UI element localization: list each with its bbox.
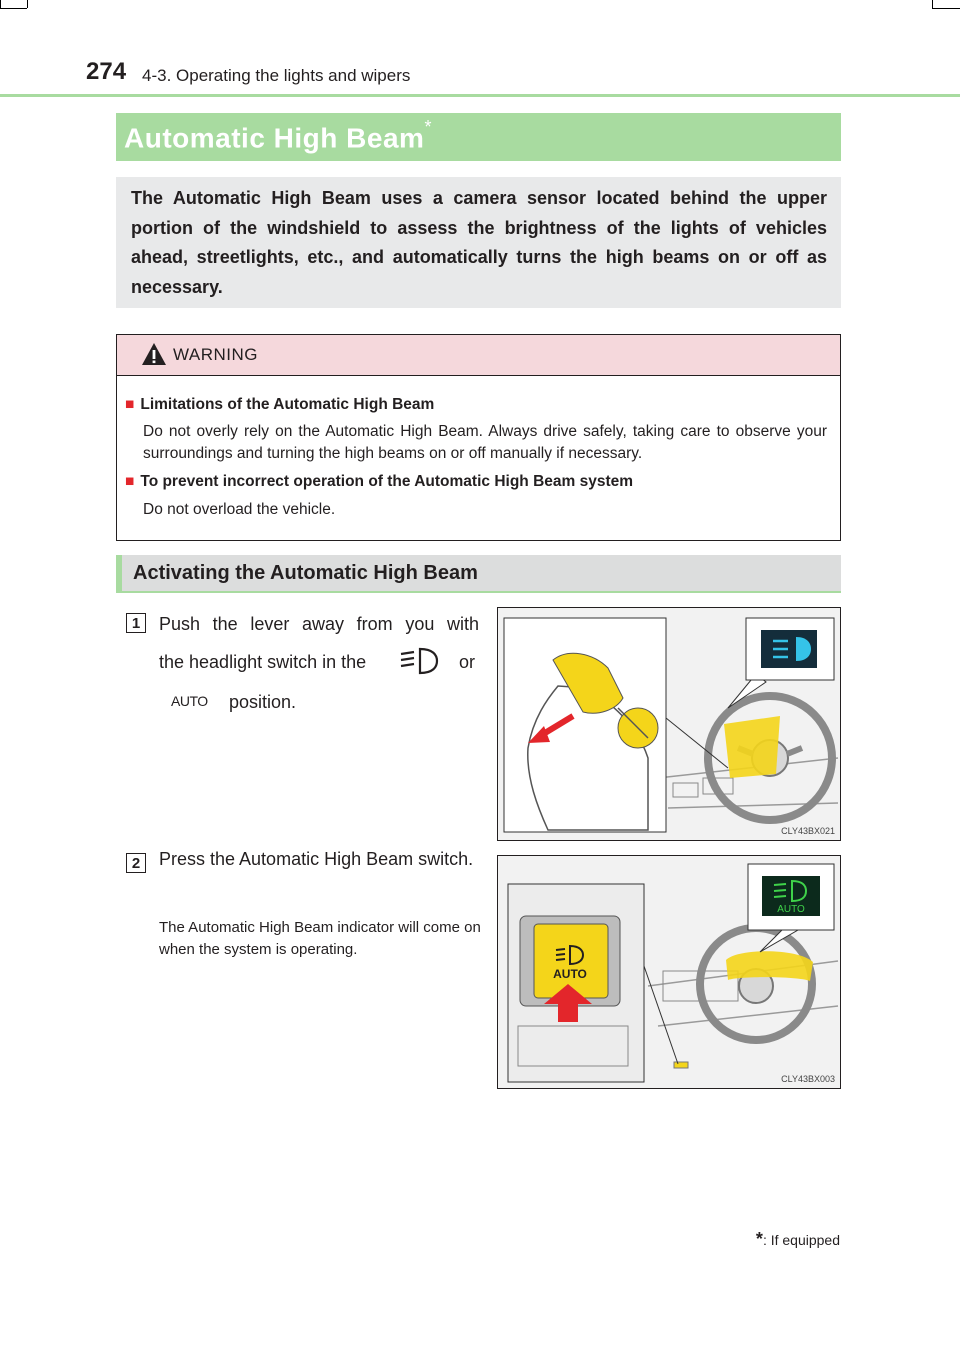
warning-icon bbox=[141, 342, 167, 366]
chapter-title: 4-3. Operating the lights and wipers bbox=[142, 66, 411, 85]
step-text: Press the Automatic High Beam switch. bbox=[159, 849, 474, 869]
section-header bbox=[116, 555, 841, 593]
page-number: 274 bbox=[86, 58, 127, 85]
crop-mark bbox=[27, 0, 28, 8]
step-number: 1 bbox=[126, 613, 146, 633]
warning-item-heading-text: To prevent incorrect operation of the Automatic High Beam system bbox=[140, 473, 634, 490]
bullet-square-icon: ■ bbox=[125, 473, 135, 490]
page-title-bar bbox=[116, 113, 841, 161]
indicator-auto-label: AUTO bbox=[777, 904, 805, 915]
footnote bbox=[756, 1229, 840, 1250]
section-title: Activating the Automatic High Beam bbox=[133, 562, 478, 584]
equipped-mark: * bbox=[755, 1229, 763, 1249]
step-number: 2 bbox=[126, 853, 146, 873]
step-text: or bbox=[459, 652, 476, 672]
warning-item-heading bbox=[125, 473, 633, 491]
step-text: the headlight switch in the bbox=[159, 652, 367, 672]
warning-box bbox=[116, 334, 841, 541]
image-code: CLY43BX021 bbox=[781, 826, 835, 836]
warning-item-body: Do not overly rely on the Automatic High Beam. Always drive safely, taking care to observe your surroundings and turning the high beams on or off manually if necessary. bbox=[143, 423, 827, 462]
bullet-square-icon: ■ bbox=[125, 396, 135, 413]
equipped-mark: * bbox=[424, 117, 432, 137]
illustration-headlight-lever bbox=[497, 607, 841, 841]
step-text: position. bbox=[229, 692, 297, 712]
header-rule bbox=[0, 94, 960, 97]
switch-illustration bbox=[498, 856, 840, 1088]
switch-auto-label: AUTO bbox=[553, 967, 587, 981]
warning-item-body: Do not overload the vehicle. bbox=[143, 501, 336, 518]
warning-title: WARNING bbox=[173, 345, 259, 364]
step-text: Push the lever away from you with bbox=[159, 614, 479, 634]
warning-item-heading-text: Limitations of the Automatic High Beam bbox=[140, 396, 435, 413]
low-beam-headlight-icon bbox=[398, 646, 440, 676]
page-title-text: Automatic High Beam bbox=[124, 122, 425, 154]
page-title bbox=[124, 117, 432, 154]
crop-mark bbox=[932, 0, 933, 8]
auto-position-label: AUTO bbox=[171, 693, 208, 709]
image-code: CLY43BX003 bbox=[781, 1074, 835, 1084]
lever-illustration bbox=[498, 608, 840, 840]
crop-mark bbox=[0, 8, 27, 9]
warning-item-heading bbox=[125, 396, 434, 414]
step-note: The Automatic High Beam indicator will come on when the system is operating. bbox=[159, 919, 481, 958]
intro-paragraph: The Automatic High Beam uses a camera sensor located behind the upper portion of the windshield to assess the brightness of the lights of vehicles ahead, streetlights, etc., and automatically turns the high beams on or off as necessary. bbox=[116, 177, 841, 308]
footnote-text: : If equipped bbox=[762, 1232, 840, 1248]
illustration-auto-switch bbox=[497, 855, 841, 1089]
warning-header bbox=[117, 335, 840, 376]
crop-mark bbox=[0, 0, 1, 8]
crop-mark bbox=[932, 8, 960, 9]
